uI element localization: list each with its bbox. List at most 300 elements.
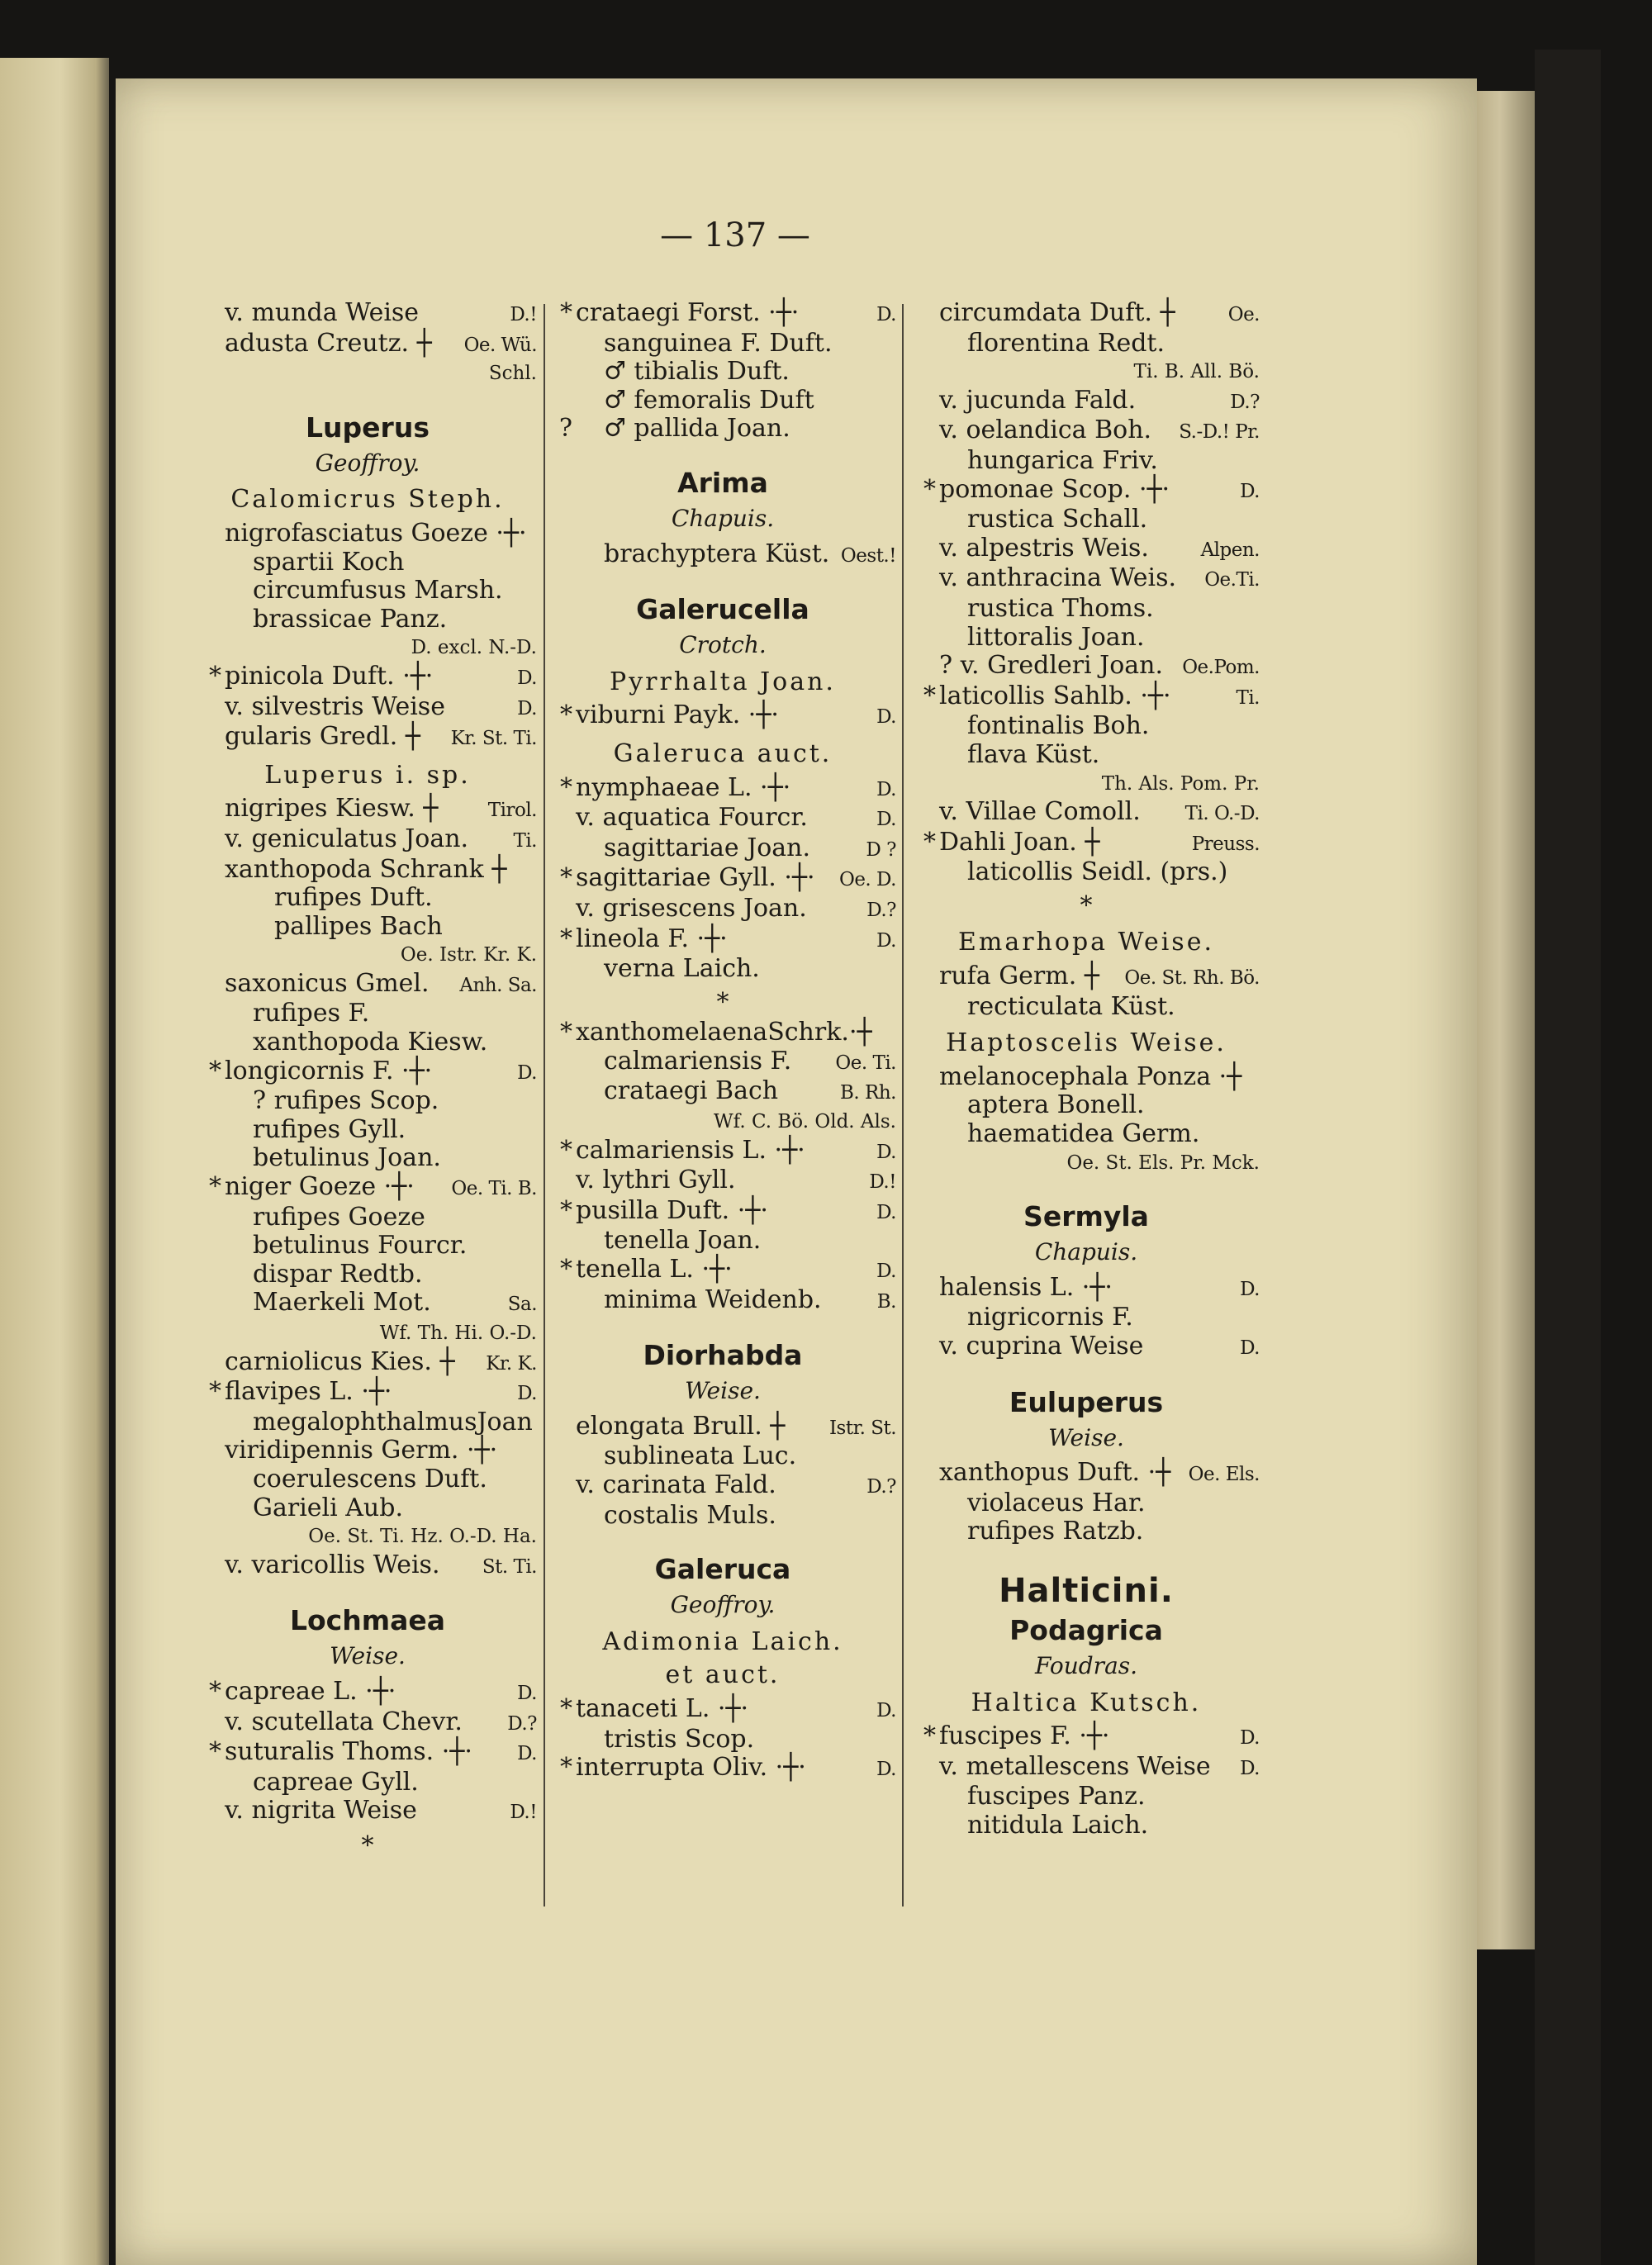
entry <box>549 1137 896 1167</box>
entry-text: elongata Brull. ┼ <box>576 1411 786 1441</box>
entry-region: Oe. <box>1227 304 1260 325</box>
entry-text: spartii Koch <box>253 547 405 577</box>
entry <box>549 1502 896 1531</box>
subgenus-heading: Haltica Kutsch. <box>971 1688 1202 1717</box>
entry <box>913 564 1260 595</box>
entry-text: viridipennis Germ. ·┼· <box>225 1436 498 1465</box>
entry <box>198 1797 537 1827</box>
entry-region: D ? <box>866 838 896 861</box>
entry <box>913 1063 1260 1092</box>
entry-text: capreae Gyll. <box>253 1767 419 1797</box>
entry <box>913 741 1260 770</box>
entry-text: v. alpestris Weis. <box>939 533 1149 563</box>
entry <box>549 955 896 984</box>
entry-region: D. <box>876 1759 896 1781</box>
entry-text: tenella L. ·┼· <box>576 1255 733 1284</box>
subgenus-heading: Haptoscelis Weise. <box>946 1028 1227 1058</box>
entry-marker: ? <box>558 414 572 444</box>
region-note: Th. Als. Pom. Pr. <box>1101 772 1260 795</box>
entry-region: D. <box>1240 480 1260 502</box>
entry-text: rufipes Gyll. <box>253 1114 406 1144</box>
entry-text: lineola F. ·┼· <box>576 924 728 953</box>
book-binding <box>0 58 109 2265</box>
genus-heading: Luperus <box>306 411 430 444</box>
entry <box>913 1303 1260 1332</box>
entry-region: St. Ti. <box>482 1555 537 1578</box>
section-star: * <box>716 987 729 1017</box>
entry <box>198 795 537 825</box>
entry <box>549 358 896 387</box>
entry-text: betulinus Joan. <box>253 1143 441 1173</box>
entry-marker: * <box>209 1377 221 1407</box>
genus-author: Crotch. <box>679 631 767 659</box>
entry-text: Garieli Aub. <box>253 1493 403 1522</box>
entry-text: xanthopoda Kiesw. <box>253 1028 488 1057</box>
entry-text: verna Laich. <box>604 954 760 984</box>
entry-region: Ti. O.-D. <box>1184 803 1260 825</box>
entry <box>913 1753 1260 1783</box>
genus-heading: Podagrica <box>1009 1613 1163 1646</box>
entry-region: D. <box>876 1141 896 1163</box>
entry <box>198 1204 537 1232</box>
entry-text: v. jucunda Fald. <box>939 385 1137 415</box>
entry-text: nymphaeae L. ·┼· <box>576 772 791 802</box>
genus-author: Foudras. <box>1034 1651 1138 1679</box>
book-cover-edge <box>1535 50 1601 2265</box>
entry-text: melanocephala Ponza ·┼ <box>939 1061 1242 1091</box>
entry-text: suturalis Thoms. ·┼· <box>225 1737 472 1767</box>
entry-text: ? rufipes Scop. <box>253 1086 439 1116</box>
entry <box>198 1000 537 1028</box>
entry <box>198 1465 537 1494</box>
entry-text: niger Goeze ·┼· <box>225 1172 415 1202</box>
entry-text: sagittariae Gyll. ·┼· <box>576 863 815 893</box>
entry-text: v. cuprina Weise <box>939 1332 1144 1360</box>
entry-text: v. scutellata Chevr. <box>225 1707 463 1736</box>
entry <box>549 774 896 805</box>
entry-text: rufipes F. <box>253 999 370 1028</box>
entry-region: Oe. Els. <box>1188 1464 1260 1486</box>
entry <box>198 330 537 360</box>
entry-text: v. oelandica Boh. <box>939 415 1152 445</box>
entry <box>549 1471 896 1502</box>
entry <box>198 1769 537 1797</box>
entry-text: circumfusus Marsh. <box>253 576 503 605</box>
entry-region: D.? <box>866 899 896 921</box>
entry-region: Sa. <box>507 1294 537 1316</box>
entry-text: fuscipes F. ·┼· <box>939 1721 1110 1751</box>
region-note: Oe. St. Els. Pr. Mck. <box>1066 1151 1260 1174</box>
entry-marker: * <box>560 1135 572 1165</box>
entry-text: Maerkeli Mot. <box>253 1288 431 1318</box>
entry-region: D.! <box>510 304 537 325</box>
entry <box>549 540 896 571</box>
entry <box>913 1332 1260 1363</box>
subgenus-heading: Luperus i. sp. <box>264 760 471 790</box>
column-rule <box>544 304 545 1906</box>
entry-region: D.? <box>1230 391 1260 413</box>
genus-heading: Diorhabda <box>643 1339 803 1372</box>
entry <box>198 1289 537 1319</box>
entry <box>549 330 896 359</box>
entry-text: nitidula Laich. <box>967 1810 1149 1840</box>
entry-region: Oe. Ti. <box>835 1052 896 1074</box>
entry-text: laticollis Sahlb. ·┼· <box>939 681 1171 710</box>
subgenus-heading: Adimonia Laich. <box>602 1626 843 1656</box>
entry <box>913 387 1260 417</box>
entry-text: brachyptera Küst. <box>604 539 830 568</box>
entry <box>549 387 896 415</box>
section-star: * <box>361 1831 374 1860</box>
entry-text: viburni Payk. ·┼· <box>576 700 779 730</box>
entry-marker: * <box>560 924 572 953</box>
entry-text: v. grisescens Joan. <box>576 893 807 923</box>
entry <box>549 834 896 865</box>
entry-text: brassicae Panz. <box>253 604 448 634</box>
genus-author: Weise. <box>1048 1423 1124 1451</box>
region-note: Wf. Th. Hi. O.-D. <box>379 1322 537 1344</box>
entry <box>198 1232 537 1261</box>
region-note: Schl. <box>488 363 537 385</box>
entry <box>913 1459 1260 1489</box>
column-3 <box>913 299 1260 1840</box>
entry <box>913 1091 1260 1120</box>
entry-text: crataegi Bach <box>604 1076 779 1106</box>
section-star: * <box>1080 890 1093 920</box>
entry-text: calmariensis F. <box>604 1046 792 1076</box>
entry-text: Dahli Joan. ┼ <box>939 827 1100 857</box>
entry <box>913 1812 1260 1840</box>
entry-text: nigricornis F. <box>967 1303 1133 1332</box>
entry <box>549 895 896 925</box>
entry-text: rufipes Ratzb. <box>967 1517 1144 1546</box>
entry <box>198 1378 537 1408</box>
entry-region: Oe.Ti. <box>1204 569 1260 591</box>
entry <box>198 856 537 885</box>
entry-region: D. <box>1240 1278 1260 1300</box>
entry <box>198 1738 537 1769</box>
entry-text: xanthomelaenaSchrk.·┼ <box>576 1018 872 1047</box>
entry-marker: * <box>209 1056 221 1085</box>
region-note: Ti. B. All. Bö. <box>1133 361 1260 383</box>
entry-text: interrupta Oliv. ·┼· <box>576 1753 806 1783</box>
entry-text: flava Küst. <box>967 739 1100 769</box>
entry-marker: * <box>209 1737 221 1767</box>
entry-region: D. <box>1240 1757 1260 1779</box>
region-note: Wf. C. Bö. Old. Als. <box>714 1111 896 1133</box>
entry <box>198 1348 537 1379</box>
entry-text: rustica Schall. <box>967 505 1148 534</box>
region-note: D. excl. N.-D. <box>411 637 537 659</box>
subgenus-heading: Calomicrus Steph. <box>230 485 505 515</box>
entry-text: ? v. Gredleri Joan. <box>939 651 1163 681</box>
entry-text: v. geniculatus Joan. <box>225 824 469 853</box>
entry <box>913 299 1260 330</box>
entry-region: D. <box>876 304 896 325</box>
entry-region: Oest.! <box>840 544 896 567</box>
entry-text: pallipes Bach <box>274 911 443 941</box>
entry-region: D. <box>876 1261 896 1283</box>
entry-region: D. <box>517 1383 537 1405</box>
entry-region: S.-D.! Pr. <box>1179 421 1260 444</box>
entry-marker: * <box>560 1018 572 1047</box>
entry-region: D. <box>1240 1727 1260 1750</box>
entry-text: v. silvestris Weise <box>225 691 445 721</box>
entry-text: capreae L. ·┼· <box>225 1676 396 1706</box>
entry-region: Preuss. <box>1191 833 1260 855</box>
entry-marker: * <box>923 1721 936 1751</box>
entry-text: rufipes Goeze <box>253 1202 425 1232</box>
entry <box>198 913 537 942</box>
entry-text: fontinalis Boh. <box>967 711 1150 741</box>
region-note: Oe. St. Ti. Hz. O.-D. Ha. <box>308 1526 537 1548</box>
entry-region: D.! <box>869 1171 896 1194</box>
genus-heading: Euluperus <box>1009 1385 1164 1418</box>
subgenus-heading-continued: et auct. <box>665 1660 781 1690</box>
entry-region: Ti. <box>513 829 537 852</box>
entry-text: v. lythri Gyll. <box>576 1166 736 1195</box>
entry <box>198 605 537 634</box>
entry-region: D. <box>517 697 537 719</box>
genus-author: Chapuis. <box>1034 1238 1138 1266</box>
entry <box>549 1077 896 1108</box>
subgenus-heading: Emarhopa Weise. <box>957 928 1214 957</box>
entry <box>913 1489 1260 1518</box>
entry-region: D. <box>517 1743 537 1765</box>
entry-region: D. <box>1240 1337 1260 1359</box>
entry <box>198 548 537 577</box>
entry-text: tenella Joan. <box>604 1226 762 1256</box>
entry-text: betulinus Fourcr. <box>253 1231 468 1261</box>
entry-text: adusta Creutz. ┼ <box>225 328 432 358</box>
entry-text: littoralis Joan. <box>967 622 1145 652</box>
entry <box>913 652 1260 682</box>
entry-marker: * <box>560 700 572 730</box>
entry <box>913 682 1260 713</box>
entry <box>913 1120 1260 1149</box>
entry-text: coerulescens Duft. <box>253 1464 487 1493</box>
entry <box>198 825 537 856</box>
entry-region: D. <box>876 778 896 800</box>
entry-text: minima Weidenb. <box>604 1284 822 1314</box>
entry <box>198 1173 537 1204</box>
entry-text: gularis Gredl. ┼ <box>225 722 420 752</box>
entry-text: nigrofasciatus Goeze ·┼· <box>225 518 527 548</box>
entry <box>913 1517 1260 1546</box>
page-number: — 137 — <box>660 216 810 254</box>
entry <box>913 534 1260 565</box>
genus-author: Chapuis. <box>671 504 775 532</box>
entry <box>198 1678 537 1708</box>
entry-region: Oe. Wü. <box>463 334 537 356</box>
entry-marker: * <box>209 1676 221 1706</box>
entry-text: xanthopoda Schrank ┼ <box>225 854 507 884</box>
genus-heading: Galerucella <box>636 593 809 626</box>
entry-text: v. metallescens Weise <box>939 1751 1211 1781</box>
genus-author: Weise. <box>685 1377 761 1405</box>
entry-region: Tirol. <box>487 800 537 822</box>
entry-region: D.? <box>866 1476 896 1498</box>
entry-region: D. <box>876 809 896 831</box>
entry-text: ♂ tibialis Duft. <box>604 357 790 387</box>
entry <box>913 858 1260 887</box>
genus-heading: Sermyla <box>1023 1200 1149 1233</box>
entry <box>549 415 896 444</box>
entry-text: rufa Germ. ┼ <box>939 962 1099 991</box>
entry-marker: * <box>209 1172 221 1202</box>
entry-text: hungarica Friv. <box>967 445 1158 475</box>
entry-text: pomonae Scop. ·┼· <box>939 474 1170 504</box>
column-1 <box>198 299 537 1863</box>
entry-text: halensis L. ·┼· <box>939 1272 1113 1302</box>
entry-text: recticulata Küst. <box>967 991 1175 1021</box>
entry <box>549 1166 896 1197</box>
entry <box>549 1227 896 1256</box>
genus-heading: Galeruca <box>654 1553 791 1586</box>
entry <box>913 447 1260 476</box>
entry <box>913 595 1260 624</box>
genus-heading: Lochmaea <box>289 1604 446 1637</box>
page-edge <box>1477 91 1535 1949</box>
entry-text: tristis Scop. <box>604 1724 755 1754</box>
entry-text: nigripes Kiesw. ┼ <box>225 794 439 824</box>
entry <box>198 970 537 1000</box>
entry-marker: * <box>560 863 572 893</box>
entry-marker: * <box>560 772 572 802</box>
entry-marker: * <box>209 661 221 691</box>
entry-text: haematidea Germ. <box>967 1119 1200 1149</box>
entry-text: v. carinata Fald. <box>576 1470 776 1499</box>
entry-marker: * <box>560 1195 572 1225</box>
entry <box>198 1494 537 1523</box>
entry-text: xanthopus Duft. ·┼ <box>939 1458 1171 1488</box>
entry-marker: * <box>923 474 936 504</box>
entry-text: tanaceti L. ·┼· <box>576 1693 749 1723</box>
entry-marker: * <box>560 298 572 327</box>
entry-region: Istr. St. <box>828 1417 896 1439</box>
entry <box>913 962 1260 993</box>
entry-text: florentina Redt. <box>967 328 1165 358</box>
entry-text: v. nigrita Weise <box>225 1796 417 1826</box>
entry-region: Oe. D. <box>838 869 896 891</box>
entry <box>198 723 537 753</box>
column-rule <box>902 304 904 1906</box>
entry-region: D. <box>517 1061 537 1084</box>
entry <box>198 1708 537 1739</box>
entry <box>549 1047 896 1078</box>
entry-text: carniolicus Kies. ┼ <box>225 1346 455 1376</box>
entry-marker: * <box>560 1693 572 1723</box>
entry-region: B. <box>876 1290 896 1313</box>
entry-text: v. aquatica Fourcr. <box>576 803 808 833</box>
entry <box>913 624 1260 653</box>
entry-text: sublineata Luc. <box>604 1441 797 1471</box>
entry <box>198 520 537 548</box>
entry-text: longicornis F. ·┼· <box>225 1056 433 1085</box>
entry-text: rufipes Duft. <box>274 883 433 913</box>
entry-region: Kr. St. Ti. <box>450 728 537 750</box>
entry-region: D.? <box>507 1712 537 1735</box>
subgenus-heading: Galeruca auct. <box>613 738 833 768</box>
entry-text: flavipes L. ·┼· <box>225 1377 392 1407</box>
entry-text: calmariensis L. ·┼· <box>576 1135 805 1165</box>
entry-marker: * <box>923 681 936 710</box>
entry <box>198 884 537 913</box>
entry-text: v. munda Weise <box>225 298 420 327</box>
entry-text: v. Villae Comoll. <box>939 797 1141 827</box>
entry <box>913 1783 1260 1812</box>
entry-text: megalophthalmusJoan <box>253 1407 533 1436</box>
entry <box>913 798 1260 829</box>
entry <box>549 804 896 834</box>
entry-region: Oe. St. Rh. Bö. <box>1124 967 1260 990</box>
entry-text: pinicola Duft. ·┼· <box>225 661 434 691</box>
entry-text: violaceus Har. <box>967 1488 1146 1517</box>
entry-marker: * <box>560 1255 572 1284</box>
entry-text: saxonicus Gmel. <box>225 968 430 998</box>
region-note: Oe. Istr. Kr. K. <box>400 944 537 966</box>
entry <box>198 577 537 605</box>
entry-marker: * <box>923 827 936 857</box>
entry <box>913 1722 1260 1753</box>
genus-author: Geoffroy. <box>315 449 420 477</box>
entry <box>198 1551 537 1582</box>
entry-text: ♂ femoralis Duft <box>604 385 814 415</box>
entry-text: ♂ pallida Joan. <box>604 414 790 444</box>
entry-text: circumdata Duft. ┼ <box>939 298 1175 327</box>
entry <box>549 925 896 956</box>
entry <box>549 701 896 732</box>
entry-region: Ti. <box>1236 686 1260 709</box>
entry <box>913 330 1260 359</box>
entry-text: costalis Muls. <box>604 1500 776 1530</box>
entry-text: rustica Thoms. <box>967 593 1154 623</box>
entry-region: D. <box>876 706 896 729</box>
entry <box>549 1019 896 1047</box>
entry-region: Alpen. <box>1200 539 1260 561</box>
entry <box>549 1442 896 1471</box>
entry <box>198 1116 537 1145</box>
entry-region: B. Rh. <box>840 1082 896 1104</box>
subgenus-heading: Pyrrhalta Joan. <box>610 667 836 696</box>
tribe-heading: Halticini. <box>999 1571 1174 1610</box>
entry-region: D.! <box>510 1802 537 1824</box>
entry <box>549 1726 896 1755</box>
entry <box>549 1256 896 1286</box>
entry <box>198 1057 537 1088</box>
entry <box>913 712 1260 741</box>
entry <box>913 1274 1260 1304</box>
genus-heading: Arima <box>677 466 768 499</box>
entry-region: Kr. K. <box>486 1352 537 1375</box>
entry <box>913 416 1260 447</box>
entry <box>549 299 896 330</box>
entry-text: pusilla Duft. ·┼· <box>576 1195 768 1225</box>
column-2 <box>549 299 896 1784</box>
entry-region: D. <box>517 667 537 689</box>
entry-region: Anh. Sa. <box>459 974 537 996</box>
entry-region: D. <box>876 1201 896 1223</box>
entry <box>549 1695 896 1726</box>
entry <box>198 1436 537 1465</box>
entry-text: v. varicollis Weis. <box>225 1550 440 1579</box>
entry-marker: * <box>560 1753 572 1783</box>
entry-region: D. <box>876 1699 896 1721</box>
entry-text: laticollis Seidl. (prs.) <box>967 857 1228 887</box>
entry <box>913 476 1260 506</box>
entry <box>198 1144 537 1173</box>
entry <box>198 662 537 693</box>
